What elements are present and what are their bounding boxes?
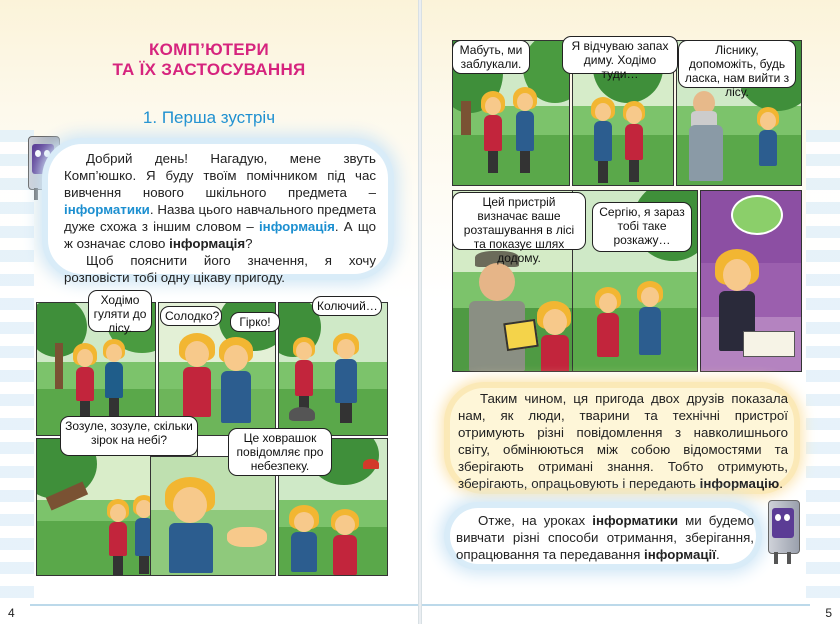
summary-text-end: .: [779, 476, 783, 491]
summary-text-1: Таким чином, ця пригода двох друзів показала нам, як люди, тварини та технічні пристрої отримують різні повідомлення з навколишнього світу, обмінюються між собою відомостями та зберігають отримані знання. Тобто отримують, зберігають, опрацьовують і передають: [458, 391, 788, 491]
closing-keyword-2: інформації: [644, 547, 716, 562]
intro-text-1: Добрий день! Нагадую, мене звуть Комп’юшко. Я буду твоїм помічником під час вивчення нового шкільного предмета –: [64, 151, 376, 200]
chapter-title-line1: КОМП’ЮТЕРИ: [148, 40, 270, 59]
right-page: [422, 0, 840, 624]
page-number-left: 4: [8, 606, 15, 620]
comic-panel-3: [278, 302, 388, 436]
speech-bubble-bitter: Гірко!: [230, 312, 280, 332]
comic-panel-r6: [700, 190, 802, 372]
speech-bubble-smoke: Я відчуваю запах диму. Ходімо туди…: [562, 36, 678, 74]
summary-keyword: інформацію: [699, 476, 780, 491]
speech-bubble-forester: Ліснику, допоможіть, будь ласка, нам вийти з лісу.: [678, 40, 796, 88]
robot-mascot-icon-right: [760, 500, 812, 564]
keyword-informatics: інформатики: [64, 202, 150, 217]
closing-text-1: Отже, на уроках: [478, 513, 586, 528]
speech-bubble-cuckoo: Зозуле, зозуле, скільки зірок на небі?: [60, 416, 198, 456]
right-bottom-rule: [422, 604, 810, 606]
closing-text: [456, 512, 754, 563]
speech-bubble-gopher: Це ховрашок повідомляє про небезпеку.: [228, 428, 332, 476]
left-page: [0, 0, 418, 624]
page-number-right: 5: [825, 606, 832, 620]
speech-bubble-device: Цей пристрій визначає ваше розташування в лісі та показує шлях додому.: [452, 192, 586, 250]
summary-text: [458, 390, 788, 492]
closing-keyword-1: інформатики: [592, 513, 679, 528]
chapter-title-line2: ТА ЇХ ЗАСТОСУВАННЯ: [112, 60, 306, 79]
speech-bubble-tell: Сергію, я зараз тобі таке розкажу…: [592, 202, 692, 252]
gps-device-icon: [503, 319, 539, 351]
section-title: 1. Перша зустріч: [142, 108, 276, 127]
intro-text-2: . Назва цього навчального предмета дуже схожа з іншим словом –: [64, 202, 376, 234]
closing-text-end: .: [715, 547, 720, 562]
left-bottom-rule: [30, 604, 418, 606]
keyword-information-bold: інформація: [169, 236, 246, 251]
keyword-information: інформація: [258, 219, 335, 234]
left-decor-stripes: [0, 130, 34, 610]
intro-paragraph-2: Щоб пояснити його значення, я хочу розповісти тобі одну цікаву пригоду.: [64, 253, 376, 285]
speech-bubble-prickly: Колючий…: [312, 296, 382, 316]
speech-bubble-sweet: Солодко?: [160, 306, 222, 326]
intro-text: [64, 150, 376, 286]
intro-text-4: ?: [245, 236, 253, 251]
speech-bubble-lost: Мабуть, ми заблукали.: [452, 40, 530, 74]
mushroom-icon: [363, 459, 379, 469]
hedgehog-icon: [289, 407, 315, 421]
intro-text-3: . А що ж означає слово: [64, 219, 377, 251]
speech-bubble-walk: Ходімо гуляти до лісу.: [88, 290, 152, 332]
closing-text-2: ми будемо вивчати різні способи отримання, зберігання, опрацювання та передавання: [456, 513, 755, 562]
